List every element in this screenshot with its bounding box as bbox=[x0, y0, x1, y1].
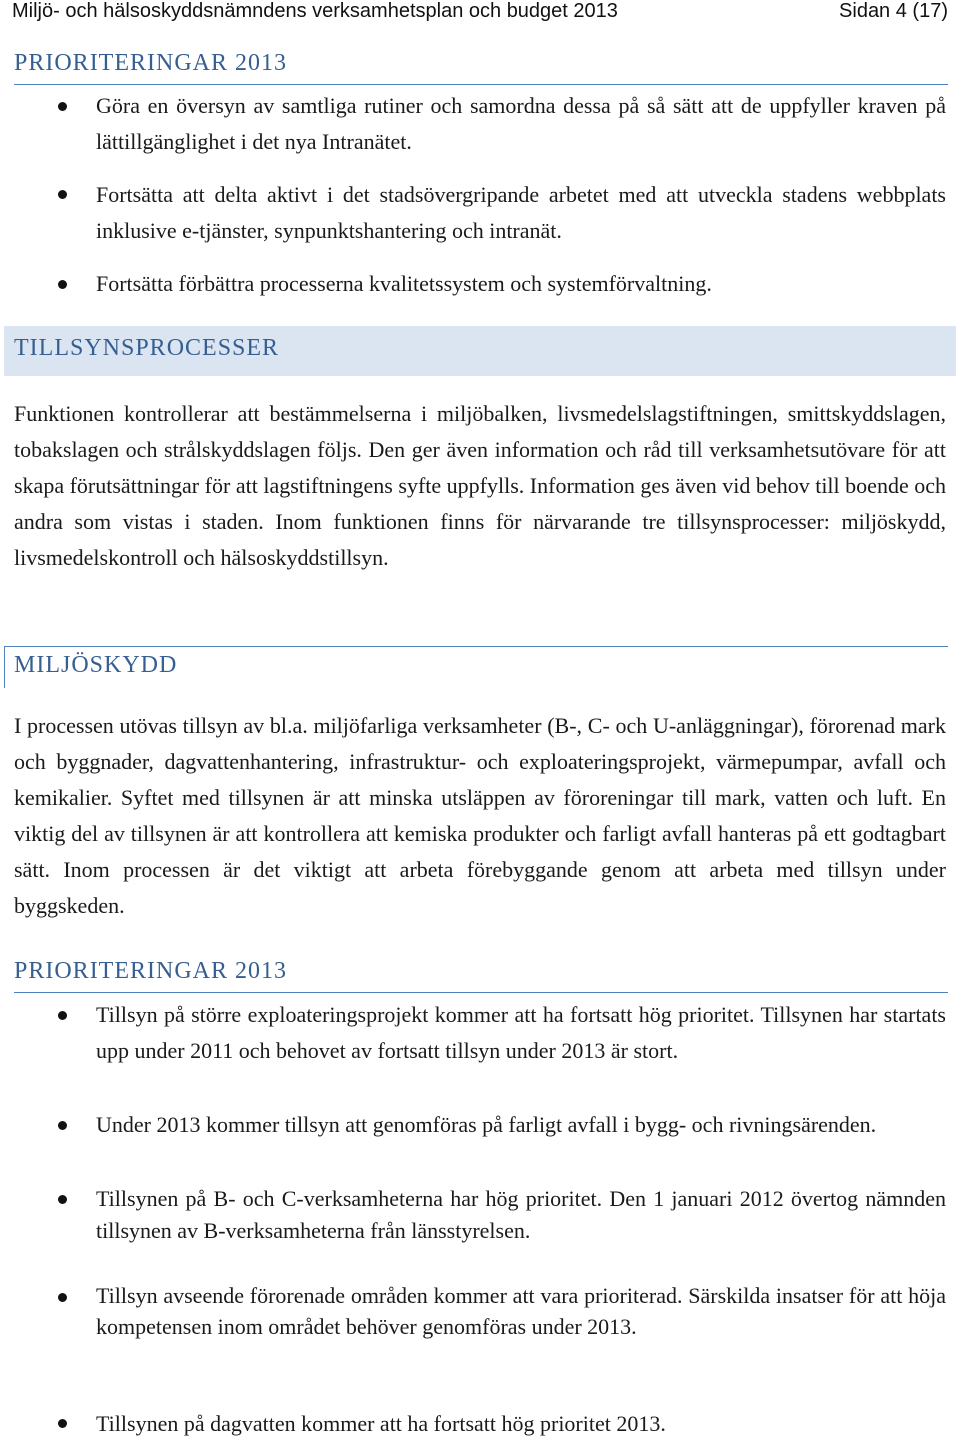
list-item: Göra en översyn av samtliga rutiner och samordna dessa på så sätt att de uppfyller kraven på lättillgänglighet i det nya Intranätet. bbox=[96, 93, 946, 154]
heading-prioriteringar-2: PRIORITERINGAR 2013 bbox=[14, 958, 288, 984]
bullet-icon bbox=[58, 1011, 67, 1020]
list-item: Tillsyn på större exploateringsprojekt kommer att ha fortsatt hög prioritet. Tillsynen har startats upp under 2011 och behovet av fortsatt tillsyn under 2013 är stort. bbox=[96, 1002, 946, 1063]
heading-tillsynsprocesser: TILLSYNSPROCESSER bbox=[14, 335, 280, 361]
bullet-icon bbox=[58, 102, 67, 111]
bullet-icon bbox=[58, 280, 67, 289]
bullet-icon bbox=[58, 1293, 67, 1302]
document-title: Miljö- och hälsoskyddsnämndens verksamhetsplan och budget 2013 bbox=[12, 0, 618, 22]
heading-prioriteringar-1: PRIORITERINGAR 2013 bbox=[14, 50, 288, 76]
heading-rule-miljoskydd bbox=[4, 646, 948, 647]
list-item: Fortsätta förbättra processerna kvalitetssystem och systemförvaltning. bbox=[96, 271, 712, 296]
bullet-icon bbox=[58, 1419, 67, 1428]
list-item: Tillsynen på dagvatten kommer att ha fortsatt hög prioritet 2013. bbox=[96, 1411, 666, 1436]
heading-miljoskydd: MILJÖSKYDD bbox=[14, 652, 178, 678]
list-item: Fortsätta att delta aktivt i det stadsövergripande arbetet med att utveckla stadens webbplats inklusive e-tjänster, synpunktshantering och intranät. bbox=[96, 182, 946, 243]
bullet-icon bbox=[58, 1121, 67, 1130]
heading-left-mark bbox=[4, 646, 5, 688]
paragraph-miljoskydd: I processen utövas tillsyn av bl.a. miljöfarliga verksamheter (B-, C- och U-anläggningar), förorenad mark och byggnader, dagvattenhantering, infrastruktur- och exploateringsprojekt, värmepumpar, avfall och kemikalier. Syftet med tillsynen är att minska utsläppen av föroreningar till mark, vatten och luft. En viktig del av tillsynen är att kontrollera att kemiska produkter och farligt avfall hanteras på ett godtagbart sätt. Inom processen är det viktigt att arbeta förebyggande genom att arbeta med tillsyn under byggskeden. bbox=[14, 713, 946, 918]
running-header bbox=[12, 0, 948, 28]
bullet-icon bbox=[58, 1195, 67, 1204]
page-number: Sidan 4 (17) bbox=[839, 0, 948, 22]
heading-rule-2 bbox=[14, 992, 948, 993]
heading-bar-tillsynsprocesser bbox=[4, 326, 956, 376]
list-item: Tillsyn avseende förorenade områden kommer att vara prioriterad. Särskilda insatser för att höja kompetensen inom området behöver genomföras under 2013. bbox=[96, 1283, 946, 1339]
heading-rule-1 bbox=[14, 84, 948, 85]
bullet-icon bbox=[58, 190, 67, 199]
paragraph-tillsynsprocesser: Funktionen kontrollerar att bestämmelserna i miljöbalken, livsmedelslagstiftningen, smittskyddslagen, tobakslagen och strålskyddslagen följs. Den ger även information och råd till verksamhetsutövare för att skapa förutsättningar för att lagstiftningens syfte uppfylls. Information ges även vid behov till boende och andra som vistas i staden. Inom funktionen finns för närvarande tre tillsynsprocesser: miljöskydd, livsmedelskontroll och hälsoskyddstillsyn. bbox=[14, 401, 946, 570]
list-item: Tillsynen på B- och C-verksamheterna har hög prioritet. Den 1 januari 2012 övertog nämnden tillsynen av B-verksamheterna från länsstyrelsen. bbox=[96, 1186, 946, 1243]
list-item: Under 2013 kommer tillsyn att genomföras på farligt avfall i bygg- och rivningsärenden. bbox=[96, 1112, 877, 1137]
